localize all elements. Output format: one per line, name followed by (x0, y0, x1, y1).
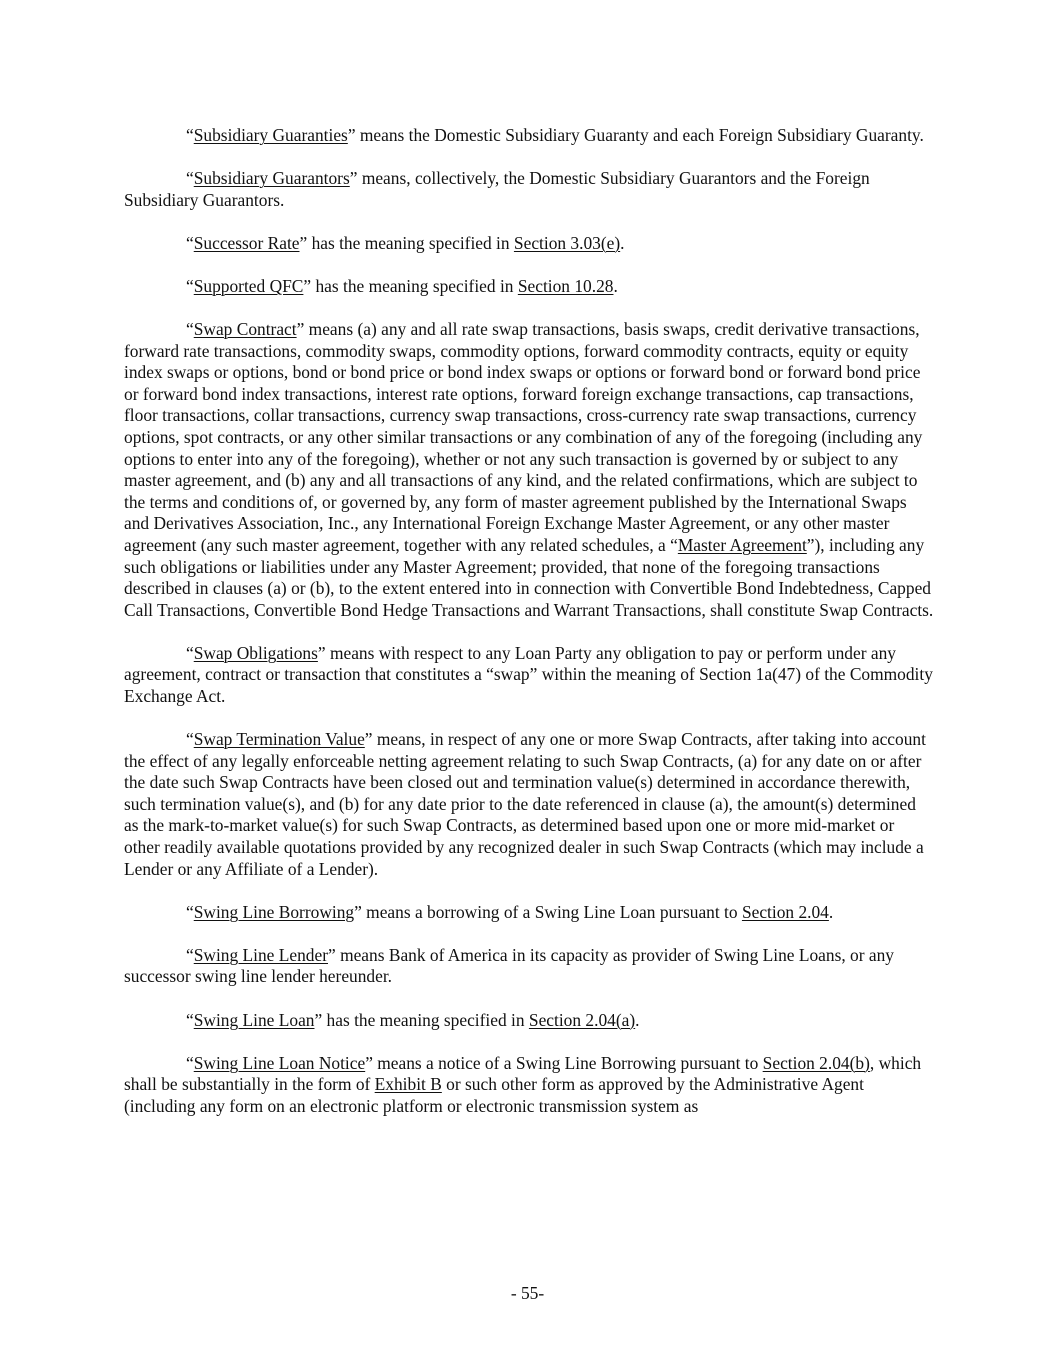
definition-swing-line-loan (124, 1010, 934, 1032)
definition-text: ” means Bank of America in its capacity as provider of Swing Line Loans, or any successor swing line lender hereunder. (124, 944, 895, 987)
definition-text: ” has the meaning specified in (303, 275, 518, 296)
defined-term-master-agreement: Master Agreement (677, 534, 807, 555)
open-quote: “ (186, 232, 194, 253)
definition-text: ” means a borrowing of a Swing Line Loan pursuant to (354, 901, 742, 922)
open-quote: “ (186, 1009, 194, 1030)
open-quote: “ (186, 1052, 194, 1073)
document-page (124, 125, 934, 1139)
defined-term: Swing Line Loan Notice (193, 1052, 366, 1073)
open-quote: “ (186, 729, 194, 750)
open-quote: “ (186, 642, 194, 663)
open-quote: “ (186, 318, 194, 339)
page-number: - 55- (510, 1283, 545, 1303)
exhibit-reference: Exhibit B (374, 1074, 442, 1095)
definition-subsidiary-guaranties (124, 125, 934, 147)
definition-end: or such other form as approved by the Administrative Agent (including any form on an electronic platform or electronic transmission system as (124, 1074, 864, 1116)
open-quote: “ (186, 168, 194, 189)
definition-successor-rate (124, 233, 934, 255)
defined-term: Swap Contract (193, 318, 297, 339)
defined-term: Swap Obligations (193, 642, 318, 663)
defined-term: Subsidiary Guaranties (193, 125, 348, 145)
section-reference: Section 3.03(e) (513, 232, 621, 253)
definition-swing-line-borrowing (124, 902, 934, 924)
definition-end: . (613, 275, 618, 296)
definition-text: ” means with respect to any Loan Party any obligation to pay or perform under any agreement, contract or transaction that constitutes a “swap” within the meaning of Section 1a(47) of the Commodity Exchange Act. (124, 642, 933, 706)
section-reference: Section 2.04(b) (762, 1052, 870, 1073)
definition-end: . (635, 1009, 640, 1030)
open-quote: “ (186, 944, 194, 965)
definition-text-middle: , which shall be substantially in the form of (124, 1052, 922, 1095)
definition-swing-line-loan-notice (124, 1053, 934, 1118)
definition-text: ” has the meaning specified in (299, 232, 514, 253)
definition-text: ” means the Domestic Subsidiary Guaranty and each Foreign Subsidiary Guaranty. (347, 125, 924, 145)
open-quote: “ (186, 125, 194, 145)
definition-text: ” means (a) any and all rate swap transactions, basis swaps, credit derivative transactions, forward rate transactions, commodity swaps, commodity options, forward commodity contracts, equity or equity index swaps or options, bond or bond price or bond index swaps or options or forward bond or forward bond price or forward bond index transactions, interest rate options, forward foreign exchange transactions, cap transactions, floor transactions, collar transactions, currency swap transactions, cross-currency rate swap transactions, currency options, spot contracts, or any other similar transactions or any combination of any of the foregoing (including any options to enter into any of the foregoing), whether or not any such transaction is governed by or subject to any master agreement, and (b) any and all transactions of any kind, and the related confirmations, which are subject to the terms and conditions of, or governed by, any form of master agreement published by the International Swaps and Derivatives Association, Inc., any International Foreign Exchange Master Agreement, or any other master agreement (any such master agreement, together with any related schedules, a “ (124, 318, 923, 555)
defined-term: Subsidiary Guarantors (193, 168, 350, 189)
definition-end: . (828, 901, 834, 922)
open-quote: “ (186, 275, 194, 296)
definition-text: ” means, collectively, the Domestic Subsidiary Guarantors and the Foreign Subsidiary Guarantors. (124, 168, 870, 210)
definition-end: . (620, 232, 625, 253)
definition-end: ”), including any such obligations or liabilities under any Master Agreement; provided, that none of the foregoing transactions described in clauses (a) or (b), to the extent entered into in connection with Convertible Bond Indebtedness, Capped Call Transactions, Convertible Bond Hedge Transactions and Warrant Transactions, shall constitute Swap Contracts. (124, 534, 934, 620)
definition-swing-line-lender (124, 945, 934, 988)
definition-swap-obligations (124, 643, 934, 708)
definition-supported-qfc (124, 276, 934, 298)
section-reference: Section 10.28 (517, 275, 614, 296)
defined-term: Swing Line Borrowing (193, 901, 355, 922)
definition-swap-termination-value (124, 729, 934, 880)
defined-term: Successor Rate (193, 232, 300, 253)
definition-subsidiary-guarantors (124, 168, 934, 211)
section-reference: Section 2.04 (741, 901, 829, 922)
defined-term: Swing Line Lender (193, 944, 328, 965)
definition-text: ” has the meaning specified in (314, 1009, 529, 1030)
open-quote: “ (186, 901, 194, 922)
definition-text: ” means, in respect of any one or more Swap Contracts, after taking into account the effect of any legally enforceable netting agreement relating to such Swap Contracts, (a) for any date on or after the date such Swap Contracts have been closed out and termination value(s) determined in accordance therewith, such termination value(s), and (b) for any date prior to the date referenced in clause (a), the amount(s) determined as the mark-to-market value(s) for such Swap Contracts, as determined based upon one or more mid-market or other readily available quotations provided by any recognized dealer in such Swap Contracts (which may include a Lender or any Affiliate of a Lender). (124, 729, 926, 879)
defined-term: Swap Termination Value (193, 729, 365, 750)
definition-text: ” means a notice of a Swing Line Borrowing pursuant to (365, 1052, 763, 1073)
definition-swap-contract (124, 319, 934, 621)
defined-term: Supported QFC (193, 275, 304, 296)
defined-term: Swing Line Loan (193, 1009, 315, 1030)
section-reference: Section 2.04(a) (528, 1009, 636, 1030)
